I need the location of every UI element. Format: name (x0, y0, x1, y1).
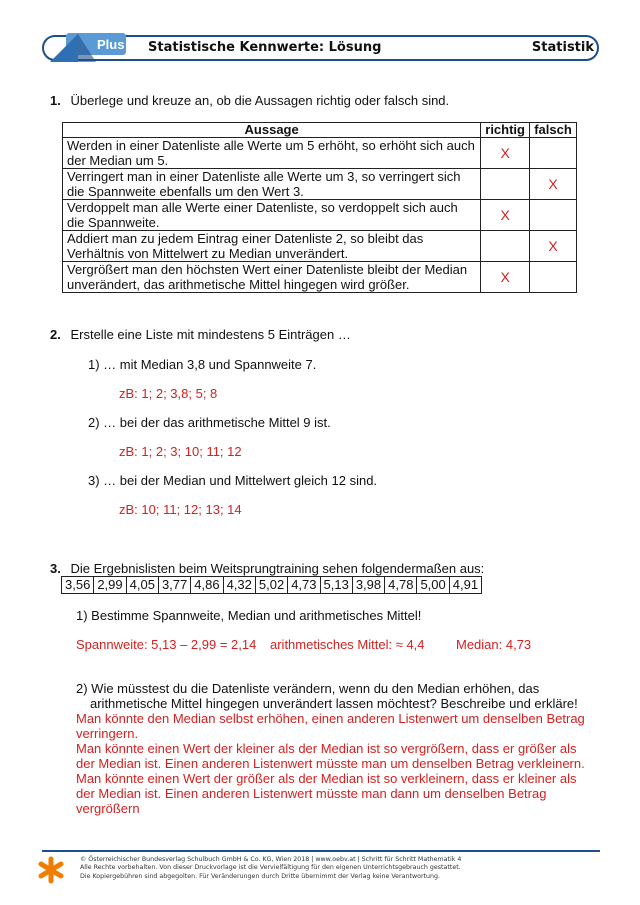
richtig-cell[interactable] (481, 231, 530, 262)
q3-task-1: 1) Bestimme Spannweite, Median und arithmetisches Mittel! (76, 608, 422, 623)
richtig-cell[interactable]: X (481, 138, 530, 169)
copyright-line-3: Die Kopiergebühren sind abgegolten. Für Veränderungen durch Dritte übernimmt der Verlag keine Verantwortung. (80, 872, 440, 880)
q2-item-3: 3) … bei der Median und Mittelwert gleich 12 sind. (88, 473, 378, 488)
q2-answer-2: zB: 1; 2; 3; 10; 11; 12 (119, 444, 242, 459)
value-cell: 4,86 (191, 577, 223, 594)
answer-line: vergrößern (76, 801, 140, 816)
logo-text: Plus (97, 37, 125, 52)
answer-line: Man könnte einen Wert der größer als der Median ist so verkleinern, dass er kleiner als (76, 771, 577, 786)
value-cell: 4,91 (449, 577, 481, 594)
copyright-line-2: Alle Rechte vorbehalten. Von dieser Druckvorlage ist die Vervielfältigung für den eigenen Unterrichtsgebrauch gestattet. (80, 864, 461, 872)
answer-mittel: arithmetisches Mittel: ≈ 4,4 (270, 637, 425, 652)
q3-prompt (50, 561, 484, 576)
q3-task-2-line-2: arithmetische Mittel hingegen unverändert lassen möchtest? Beschreibe und erkläre! (90, 696, 578, 711)
q3-text: Die Ergebnislisten beim Weitsprungtraining sehen folgendermaßen aus: (70, 561, 485, 576)
value-cell: 3,98 (352, 577, 384, 594)
q2-answer-3: zB: 10; 11; 12; 13; 14 (119, 502, 242, 517)
q2-number: 2. (50, 327, 61, 342)
value-cell: 4,32 (223, 577, 255, 594)
q3-answer-2 (76, 711, 585, 816)
richtig-cell[interactable] (481, 169, 530, 200)
plus-logo-icon (40, 26, 130, 66)
falsch-cell[interactable] (530, 138, 577, 169)
answer-median: Median: 4,73 (456, 637, 532, 652)
q1-text: Überlege und kreuze an, ob die Aussagen richtig oder falsch sind. (70, 93, 450, 108)
statement-text: Vergrößert man den höchsten Wert einer Datenliste bleibt der Median unverändert, das arithmetische Mittel hingegen wird größer. (63, 262, 481, 293)
value-cell: 4,05 (126, 577, 158, 594)
copyright-notice (80, 856, 461, 881)
answer-spannweite: Spannweite: 5,13 – 2,99 = 2,14 (76, 637, 257, 652)
falsch-cell[interactable]: X (530, 231, 577, 262)
value-cell: 5,00 (417, 577, 449, 594)
table-row (63, 138, 577, 169)
results-table (61, 576, 482, 594)
table-row (63, 231, 577, 262)
table-row (63, 169, 577, 200)
footer-divider (42, 850, 600, 852)
value-cell: 5,02 (255, 577, 287, 594)
value-cell: 5,13 (320, 577, 352, 594)
answer-line: der Median ist. Einen anderen Listenwert müsste man dann um denselben Betrag (76, 786, 547, 801)
value-cell: 3,77 (158, 577, 190, 594)
answer-line: Man könnte den Median selbst erhöhen, einen anderen Listenwert um denselben Betrag (76, 711, 585, 726)
copyright-line-1: © Österreichischer Bundesverlag Schulbuch GmbH & Co. KG, Wien 2018 | www.oebv.at | Schritt für Schritt Mathematik 4 (80, 856, 462, 863)
asterisk-logo-icon (38, 855, 64, 885)
col-header-aussage: Aussage (63, 123, 481, 138)
table-header-row (63, 123, 577, 138)
q3-number: 3. (50, 561, 61, 576)
answer-line: der Median ist. Einen anderen Listenwert müsste man um denselben Betrag verkleinern. (76, 756, 585, 771)
falsch-cell[interactable] (530, 262, 577, 293)
q3-task-2-line-1: 2) Wie müsstest du die Datenliste verändern, wenn du den Median erhöhen, das (76, 681, 540, 696)
q1-prompt (50, 93, 449, 108)
value-cell: 4,73 (288, 577, 320, 594)
statement-text: Werden in einer Datenliste alle Werte um 5 erhöht, so erhöht sich auch der Median um 5. (63, 138, 481, 169)
q2-answer-1: zB: 1; 2; 3,8; 5; 8 (119, 386, 218, 401)
richtig-cell[interactable]: X (481, 262, 530, 293)
page-title: Statistische Kennwerte: Lösung (148, 40, 382, 55)
q2-text: Erstelle eine Liste mit mindestens 5 Einträgen … (70, 327, 351, 342)
subject-label: Statistik (531, 40, 594, 55)
q2-item-2: 2) … bei der das arithmetische Mittel 9 ist. (88, 415, 331, 430)
statement-table (62, 122, 577, 293)
richtig-cell[interactable]: X (481, 200, 530, 231)
falsch-cell[interactable] (530, 200, 577, 231)
table-row (63, 262, 577, 293)
statement-text: Verringert man in einer Datenliste alle Werte um 3, so verringert sich die Spannweite ebenfalls um den Wert 3. (63, 169, 481, 200)
results-row (62, 577, 482, 594)
table-row (63, 200, 577, 231)
answer-line: Man könnte einen Wert der kleiner als der Median ist so vergrößern, dass er größer als (76, 741, 577, 756)
value-cell: 2,99 (94, 577, 126, 594)
statement-text: Verdoppelt man alle Werte einer Datenliste, so verdoppelt sich auch die Spannweite. (63, 200, 481, 231)
col-header-richtig: richtig (481, 123, 530, 138)
statement-text: Addiert man zu jedem Eintrag einer Datenliste 2, so bleibt das Verhältnis von Mittelwert zu Median unverändert. (63, 231, 481, 262)
value-cell: 4,78 (385, 577, 417, 594)
answer-line: verringern. (76, 726, 139, 741)
col-header-falsch: falsch (530, 123, 577, 138)
value-cell: 3,56 (62, 577, 94, 594)
q2-prompt (50, 327, 351, 342)
q1-number: 1. (50, 93, 61, 108)
falsch-cell[interactable]: X (530, 169, 577, 200)
q2-item-1: 1) … mit Median 3,8 und Spannweite 7. (88, 357, 317, 372)
